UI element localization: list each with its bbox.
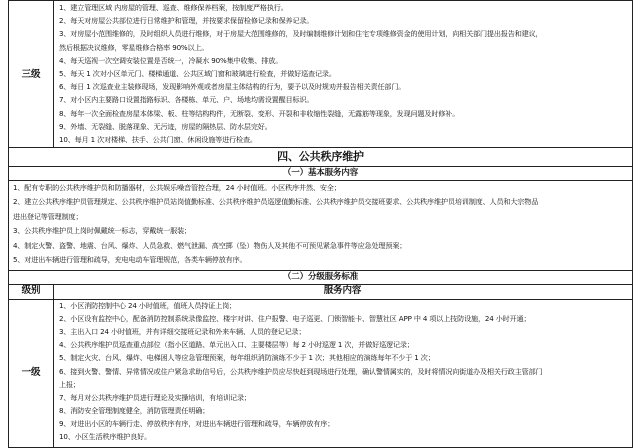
list-item: 上报；	[59, 379, 80, 389]
list-item: 1、建立管理区域 内房屋的管理、巡查、维修保养档案，按制度严格执行。	[59, 3, 288, 12]
section-4-title-row	[8, 147, 633, 167]
list-item: 然后根据决议维修，零星维修合格率 90%以上。	[59, 42, 209, 52]
list-item: 9、对进出小区的车辆行走、停放秩序有序，对进出车辆进行管理和疏导，车辆停放有序；	[59, 418, 335, 428]
list-item: 2、小区设有监控中心，配备消防控制系统录像监控、楼宇对讲、住户报警、电子巡更、门锁智能卡、智慧社区 APP 中 4 项以上技防设施，24 小时开通；	[59, 314, 531, 324]
list-item: 1、配有专职的公共秩序维护员和防播器材，公共娱乐噪音管控合理，24 小时值班。小区秩序井然、安全；	[13, 183, 341, 192]
list-item: 4、制定火警、盗警、地震、台风、爆炸、人员急救、燃气泄漏、高空掷（坠）物伤人及其他不可预见紧急事件等应急处理预案；	[13, 240, 407, 250]
level-3-table	[8, 0, 633, 148]
basic-service-header-row	[8, 166, 633, 181]
list-item: 1、小区消防控制中心 24 小时值班，值班人员持证上岗；	[59, 301, 237, 310]
document-page	[8, 0, 633, 448]
basic-service-body	[8, 180, 633, 271]
list-item: 4、公共秩序维护员巡查重点部位（指小区道路、单元出入口、主要楼层等）每 2 小时巡逻 1 次，并做好巡逻记录；	[59, 340, 414, 350]
grade-standard-header-row	[8, 270, 633, 285]
list-item: 10、每月 1 次对楼梯、扶手、公共门窗、休闲设施等进行检查。	[59, 135, 257, 144]
list-item: 7、每月对公共秩序维护员进行理论及实操培训，有培训记录；	[59, 392, 251, 402]
list-item: 3、对房屋小范围维修的，及时组织人员进行维修，对于房屋大范围维修的，及时编制维修计划和住宅专项维修资金的使用计划，向相关部门提出报告和建议，	[59, 29, 543, 39]
section-4-title: 四、公共秩序维护	[277, 150, 364, 163]
level-1-label: 一级	[21, 367, 41, 378]
list-item: 5、对进出车辆进行管理和疏导，充电电动车管理规范，各类车辆停放有序。	[13, 255, 247, 264]
list-item: 5、每天 1 次对小区单元门、楼梯通道、公共区域门窗和玻璃进行检查，并做好巡查记录。	[59, 69, 336, 78]
list-item: 进出登记等管理制度；	[13, 211, 83, 221]
level-3-label: 三级	[21, 69, 41, 80]
list-item: 2、建立公共秩序维护员管理规定、公共秩序维护员站岗值勤标准、公共秩序维护员巡逻值勤标准、公共秩序维护员交接班要求、公共秩序维护员培训制度、人员和大宗物品	[13, 197, 539, 207]
list-item: 10、小区生活秩序维护良好。	[59, 432, 152, 441]
column-content-header: 服务内容	[323, 285, 362, 296]
list-item: 7、对小区内主要路口设置指路标识、各楼栋、单元、户、场地均需设置醒目标识。	[59, 95, 314, 105]
list-item: 6、接到火警、警情、异常情况或住户紧急求助信号后，公共秩序维护员应尽快赶到现场进行处理，确认警情属实的，及时将情况向街道办及相关行政主管部门	[59, 366, 543, 376]
grade-column-header-row	[8, 284, 633, 300]
list-item: 8、每年一次全面检查房屋本体梁、板、柱等结构构件，无断裂、变形、开裂和非收缩性裂缝，无露筋等现象，发现问题及时修补。	[59, 108, 460, 118]
list-item: 5、制定火灾、台风、爆炸、电梯困人等应急管理预案，每年组织消防演练不少于 1 次；其他相应的演练每年不少于 1 次；	[59, 353, 435, 363]
level-1-table	[8, 299, 633, 448]
list-item: 3、主出入口 24 小时值班，并有详细交接班记录和外来车辆、人员的登记记录；	[59, 327, 306, 337]
column-level-header: 级别	[21, 285, 41, 296]
list-item: 8、消防安全管理制度健全，消防管理责任明确；	[59, 405, 210, 415]
list-item: 3、公共秩序维护员上岗时佩戴统一标志，穿戴统一服装；	[13, 226, 191, 236]
basic-service-title: （一）基本服务内容	[282, 168, 359, 178]
list-item: 9、外墙、无裂缝、脱落现象、无污迹，房屋的隔热层、防水层完好。	[59, 121, 272, 131]
list-item: 6、每日 1 次巡查业主装修现场，发现影响外观或者房屋主体结构的行为，要予以及时规劝并报告相关责任部门。	[59, 82, 406, 92]
grade-standard-title: （二）分级服务标准	[282, 272, 359, 282]
list-item: 4、每天巡视一次空调安装位置是否统一，冷凝水 90%集中收集、排放。	[59, 55, 283, 65]
list-item: 2、每天对房屋公共部位进行日常维护和管理，并按要求保留检修记录和保养记录。	[59, 16, 314, 26]
